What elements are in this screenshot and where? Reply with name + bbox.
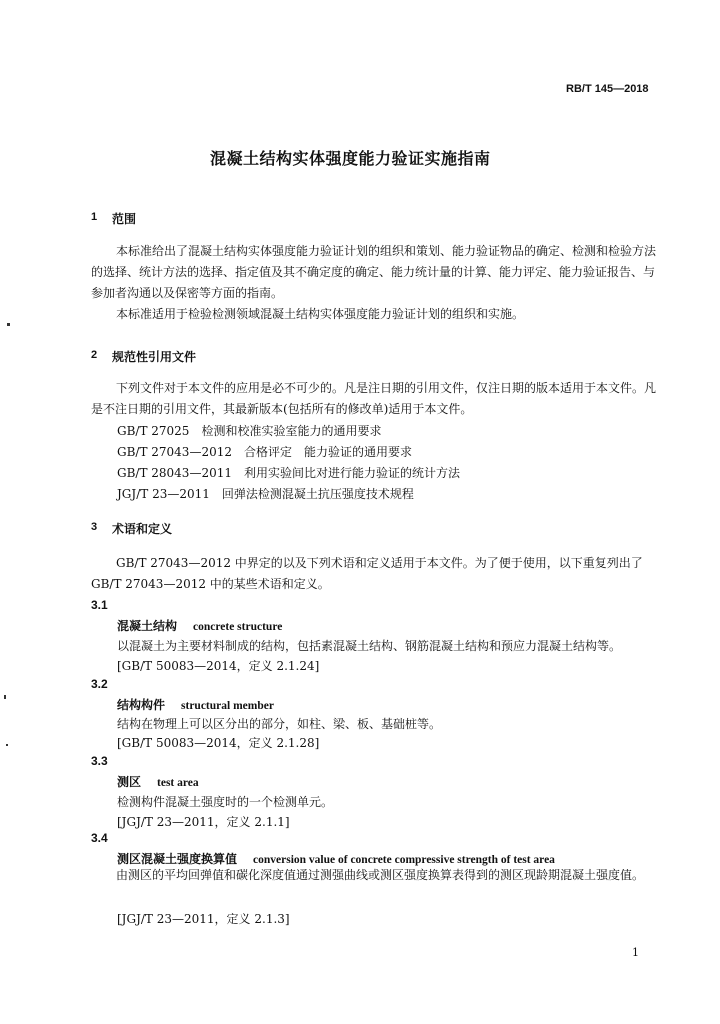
term-definition: 以混凝土为主要材料制成的结构，包括素混凝土结构、钢筋混凝土结构和预应力混凝土结构等。: [117, 639, 622, 653]
term-definition: 由测区的平均回弹值和碳化深度值通过测强曲线或测区强度换算表得到的测区现龄期混凝土强度值。: [116, 868, 645, 882]
term-number: 3.3: [91, 754, 108, 768]
term-number: 3.4: [91, 831, 108, 845]
term-number: 3.2: [91, 677, 108, 691]
reference-item: GB/T 28043—2011 利用实验间比对进行能力验证的统计方法: [117, 466, 460, 480]
scan-speck: [7, 323, 10, 326]
section-1-paragraph-1: 本标准给出了混凝土结构实体强度能力验证计划的组织和策划、能力验证物品的确定、检测和检验方法的选择、统计方法的选择、指定值及其不确定度的确定、能力统计量的计算、能力评定、能力验证报告、与参加者沟通以及保密等方面的指南。: [91, 244, 657, 300]
term-number: 3.1: [91, 598, 108, 612]
document-title: 混凝土结构实体强度能力验证实施指南: [210, 149, 491, 168]
section-3-number: 3: [91, 521, 98, 533]
section-1-number: 1: [91, 211, 98, 223]
scan-speck: [4, 695, 6, 699]
reference-item: GB/T 27043—2012 合格评定 能力验证的通用要求: [117, 445, 412, 459]
term-english: structural member: [181, 700, 274, 712]
term-source: [JGJ/T 23—2011，定义 2.1.3]: [117, 912, 290, 926]
reference-item: GB/T 27025 检测和校准实验室能力的通用要求: [117, 424, 382, 438]
term-chinese: 结构构件: [117, 698, 166, 712]
term-heading: [117, 696, 274, 713]
term-english: test area: [157, 777, 199, 789]
term-source: [GB/T 50083—2014，定义 2.1.24]: [117, 659, 320, 673]
term-english: concrete structure: [193, 621, 283, 633]
term-chinese: 测区: [117, 775, 142, 789]
standard-code: RB/T 145—2018: [566, 83, 649, 95]
scan-speck: [6, 744, 8, 746]
reference-item: JGJ/T 23—2011 回弹法检测混凝土抗压强度技术规程: [117, 487, 414, 501]
section-2-intro: 下列文件对于本文件的应用是必不可少的。凡是注日期的引用文件，仅注日期的版本适用于本文件。凡是不注日期的引用文件，其最新版本(包括所有的修改单)适用于本文件。: [91, 381, 657, 416]
term-source: [JGJ/T 23—2011，定义 2.1.1]: [117, 815, 290, 829]
term-heading: [117, 773, 199, 790]
term-heading: [117, 617, 282, 634]
section-1-title: 范围: [112, 212, 137, 226]
section-2-number: 2: [91, 349, 98, 361]
page-number: 1: [632, 946, 639, 959]
section-3-intro: GB/T 27043—2012 中界定的以及下列术语和定义适用于本文件。为了便于使用，以下重复列出了 GB/T 27043—2012 中的某些术语和定义。: [91, 556, 643, 591]
term-definition: 检测构件混凝土强度时的一个检测单元。: [117, 795, 334, 809]
term-chinese: 测区混凝土强度换算值: [117, 852, 238, 866]
section-2-title: 规范性引用文件: [112, 350, 197, 364]
section-1-paragraph-2: 本标准适用于检验检测领域混凝土结构实体强度能力验证计划的组织和实施。: [116, 307, 525, 321]
section-3-title: 术语和定义: [112, 522, 173, 536]
term-definition: 结构在物理上可以区分出的部分，如柱、梁、板、基础桩等。: [117, 717, 442, 731]
term-english: conversion value of concrete compressive strength of test area: [253, 854, 555, 866]
term-chinese: 混凝土结构: [117, 619, 178, 633]
term-source: [GB/T 50083—2014，定义 2.1.28]: [117, 736, 320, 750]
